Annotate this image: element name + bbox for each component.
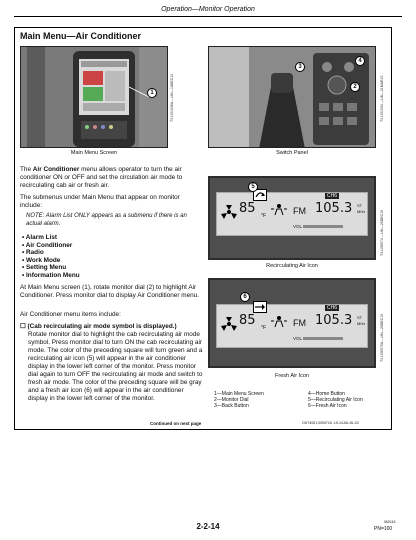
section-title: Main Menu—Air Conditioner bbox=[20, 31, 141, 41]
intro-post: menu allows operator to turn the air conditioner ON or OFF and set the circulation air mode to recirculating cab air or fresh air. bbox=[20, 166, 183, 189]
temp-value: 85 bbox=[239, 201, 256, 216]
footer-pn: PN=100 bbox=[374, 526, 393, 532]
channel-badge: CH6 bbox=[327, 305, 338, 311]
legend-item: 5—Recirculating Air Icon bbox=[308, 397, 363, 404]
legend-item: 1—Main Menu Screen bbox=[214, 391, 264, 397]
legend-row bbox=[214, 403, 384, 409]
list-item: • Air Conditioner bbox=[22, 242, 192, 250]
freq-mhz: MHz bbox=[357, 321, 366, 326]
continued-note: Continued on next page bbox=[150, 421, 202, 426]
volume-bar bbox=[303, 337, 343, 340]
caption-main-menu: Main Menu Screen bbox=[70, 150, 118, 156]
item-heading-text: (Cab recirculating air mode symbol is displayed.) bbox=[27, 323, 177, 330]
switch-panel-photo bbox=[208, 46, 376, 148]
submenus-intro: The submenus under Main Menu that appear on monitor include: bbox=[20, 194, 180, 209]
figure-code-switch-panel: TX1151034 —UN—21MAR15 bbox=[380, 75, 384, 122]
running-header: Operation—Monitor Operation bbox=[161, 6, 255, 13]
legend-item: 4—Home Button bbox=[308, 391, 345, 397]
callout-1: 1 bbox=[147, 88, 157, 98]
vol-label: VOL bbox=[293, 224, 303, 229]
dial-instruction: At Main Menu screen (1), rotate monitor dial (2) to highlight Air Conditioner. Press monitor dial to display Air Conditioner menu. bbox=[20, 284, 200, 299]
callout-5: 5 bbox=[248, 182, 258, 192]
legend-code: OUT4001,0000716 -19-14JUL15-1/2 bbox=[302, 421, 360, 425]
seat-airflow-icon bbox=[271, 203, 287, 215]
note: NOTE: Alarm List ONLY appears as a submenu if there is an actual alarm. bbox=[26, 213, 187, 227]
header-rule bbox=[14, 16, 402, 17]
volume-bar bbox=[303, 225, 343, 228]
freq-value: 105.3 bbox=[315, 201, 353, 216]
fan-icon bbox=[221, 317, 237, 331]
fan-icon bbox=[221, 205, 237, 219]
channel-badge: CH6 bbox=[327, 193, 338, 199]
intro-paragraph bbox=[20, 166, 198, 190]
menu-item-heading bbox=[20, 323, 206, 331]
list-item: • Alarm List bbox=[22, 234, 192, 242]
list-item: • Setting Menu bbox=[22, 264, 192, 272]
callout-3: 3 bbox=[295, 62, 305, 72]
temp-value: 85 bbox=[239, 313, 256, 328]
caption-switch-panel: Switch Panel bbox=[276, 150, 308, 156]
vol-label: VOL bbox=[293, 336, 303, 341]
main-menu-illustration bbox=[21, 47, 168, 148]
freq-st: ST bbox=[357, 203, 363, 208]
caption-recirc: Recirculating Air Icon bbox=[266, 263, 318, 269]
list-item: • Work Mode bbox=[22, 257, 192, 265]
page-number: 2-2-14 bbox=[196, 522, 220, 531]
main-menu-photo bbox=[20, 46, 168, 148]
figure-code-recirc: TX1156574 —UN—26DEC15 bbox=[380, 209, 384, 256]
figure-code-fresh: TX1156575A —UN—26DEC15 bbox=[380, 313, 384, 362]
intro-pre: The bbox=[20, 166, 33, 173]
submenu-list bbox=[22, 234, 192, 280]
temp-unit: °F bbox=[261, 213, 267, 219]
legend-item: 2—Monitor Dial bbox=[214, 397, 249, 404]
band-label: FM bbox=[293, 318, 306, 328]
list-item: • Radio bbox=[22, 249, 192, 257]
legend-item: 6—Fresh Air Icon bbox=[308, 403, 347, 410]
caption-fresh: Fresh Air Icon bbox=[275, 373, 309, 379]
legend bbox=[214, 391, 384, 410]
fresh-display bbox=[208, 278, 376, 368]
footer-code: 060116 bbox=[384, 520, 396, 524]
fresh-screen bbox=[216, 304, 368, 348]
freq-value: 105.3 bbox=[315, 313, 353, 328]
intro-bold: Air Conditioner bbox=[32, 166, 80, 173]
list-item: • Information Menu bbox=[22, 272, 192, 280]
callout-6: 6 bbox=[240, 292, 250, 302]
menu-item-description: Rotate monitor dial to highlight the cab recirculating air mode symbol. Press monitor dial to turn ON the cab recirculating air mode. The color of the preceding square will turn green and a recirculating air icon (5) will appear in the air conditioner display in the lower left corner of the monitor. Press monitor dial again to turn OFF the recirculating air mode and switch to fresh air mode. The color of the preceding square will be gray and a fresh air icon (6) will appear in the air conditioner display in the lower left corner of the monitor. bbox=[28, 331, 203, 402]
fresh-air-icon bbox=[253, 301, 267, 313]
recirc-display bbox=[208, 176, 376, 260]
checkbox-symbol: ☐ bbox=[20, 323, 26, 330]
menu-items-intro: Air Conditioner menu items include: bbox=[20, 311, 121, 318]
band-label: FM bbox=[293, 206, 306, 216]
recirc-screen bbox=[216, 192, 368, 236]
legend-item: 3—Back Button bbox=[214, 403, 249, 410]
temp-unit: °F bbox=[261, 325, 267, 331]
switch-panel-illustration bbox=[209, 47, 376, 148]
freq-mhz: MHz bbox=[357, 209, 366, 214]
callout-2: 2 bbox=[350, 82, 360, 92]
callout-4: 4 bbox=[355, 56, 365, 66]
seat-airflow-icon bbox=[271, 315, 287, 327]
figure-code-main-menu: TX1151036A —UN—18DEC12 bbox=[170, 73, 174, 122]
freq-st: ST bbox=[357, 315, 363, 320]
